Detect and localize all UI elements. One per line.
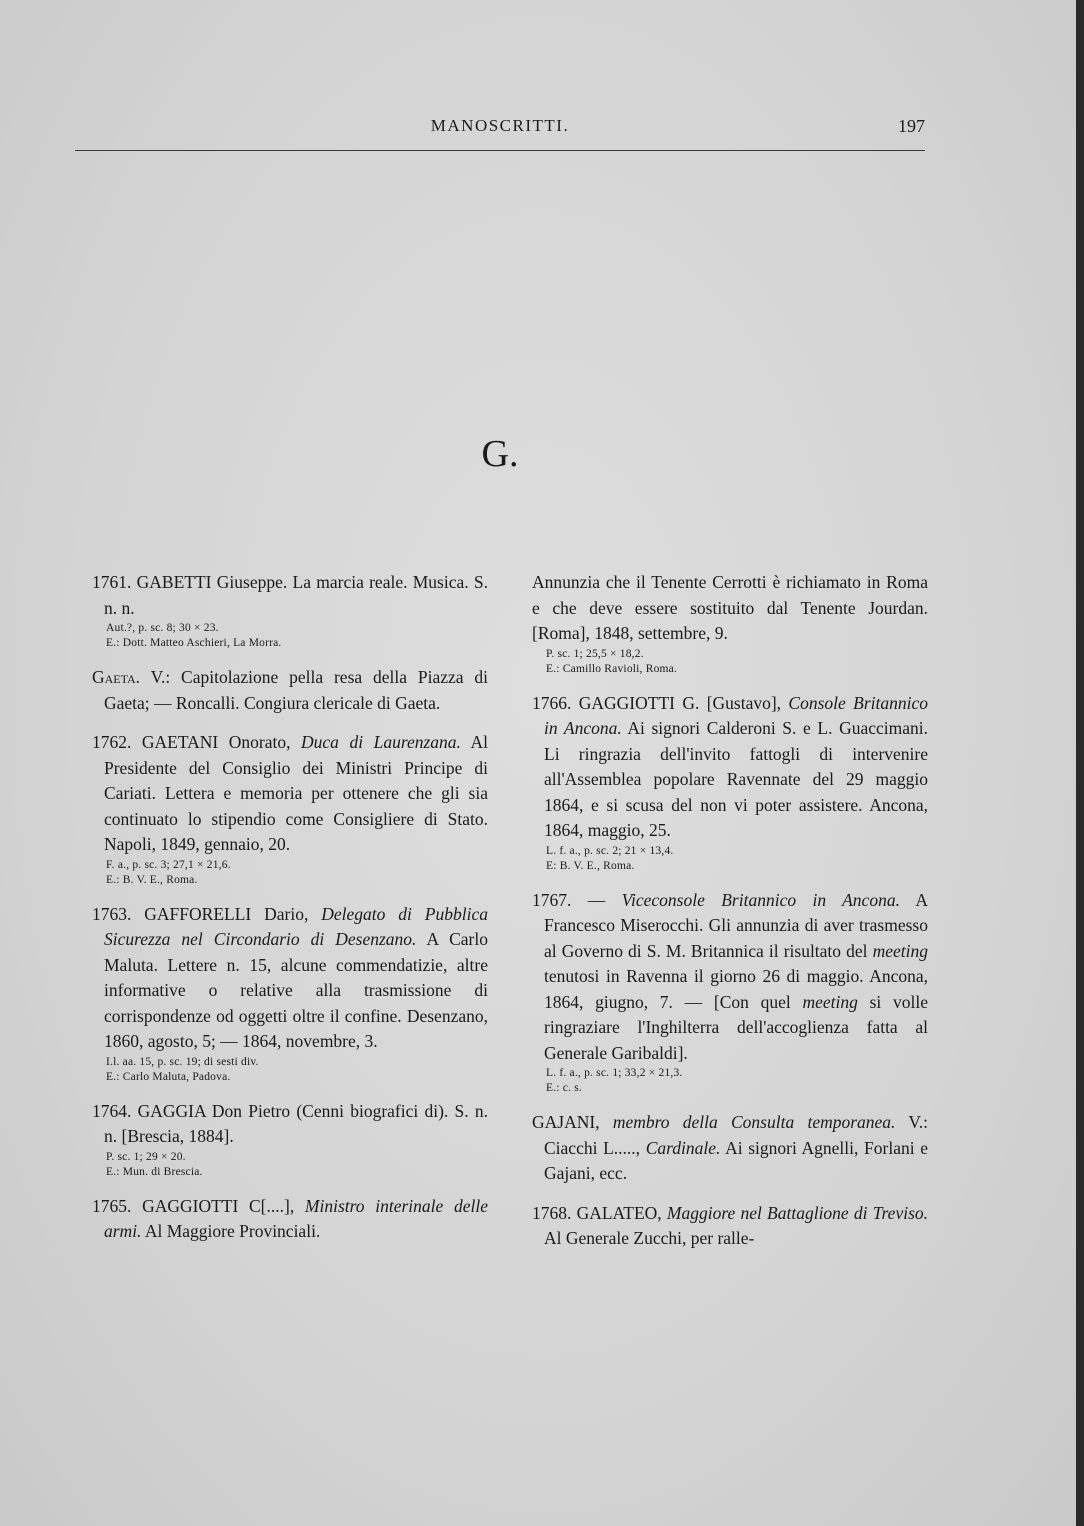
entry-number: 1763. <box>92 903 132 924</box>
entry-1764 <box>92 1099 488 1180</box>
entry-number: 1762. <box>92 732 132 752</box>
page-number: 197 <box>898 116 925 136</box>
entry-number: 1764. <box>92 1100 132 1121</box>
entry-name: GAGGIOTTI G. [Gustavo], <box>578 692 789 713</box>
entry-owner-note: E.: Carlo Maluta, Padova. <box>106 1070 231 1083</box>
entry-1768 <box>532 1201 928 1252</box>
entry-1763 <box>92 902 488 1085</box>
left-column <box>92 570 488 1259</box>
entry-text-b: tenutosi in Ravenna il giorno 26 di maggio. Ancona, 1864, giugno, 7. — [Con quel <box>544 966 928 1012</box>
entry-role: Delegato di Pubblica Sicurezza nel Circondario di Desenzano. <box>104 903 488 949</box>
entry-1765-continued <box>532 570 928 677</box>
meeting-term: meeting <box>802 991 858 1012</box>
entry-text-c: si volle ringraziare l'Inghilterra dell'accoglienza fatta al Generale Garibaldi]. <box>544 991 928 1063</box>
entry-number: 1768. <box>532 1202 572 1223</box>
entry-text: GABETTI Giuseppe. La marcia reale. Musica. S. n. n. <box>104 572 489 618</box>
entry-name: GALATEO, <box>576 1202 667 1223</box>
entry-1761 <box>92 570 488 651</box>
entry-role: Viceconsole Britannico in Ancona. <box>621 889 900 910</box>
entry-owner-note: E.: Dott. Matteo Aschieri, La Morra. <box>106 637 282 649</box>
xref-text-b: Ai signori Agnelli, Forlani e Gajani, ecc. <box>544 1137 928 1183</box>
entry-text: Al Presidente del Consiglio dei Ministri Principe di Cariati. Lettera e memoria per ottenere che gli sia continuato lo stipendio come Consigliere di Stato. Napoli, 1849, gennaio, 20. <box>104 732 488 854</box>
entry-1767 <box>532 888 928 1097</box>
entry-physical-note: Aut.?, p. sc. 8; 30 × 23. <box>106 622 219 634</box>
scan-edge <box>1076 0 1084 1526</box>
entry-role: Ministro interinale delle armi. <box>104 1195 488 1241</box>
entry-physical-note: P. sc. 1; 29 × 20. <box>106 1150 186 1163</box>
entry-physical-note: L. f. a., p. sc. 2; 21 × 13,4. <box>546 844 674 857</box>
xref-text: V.: Capitolazione pella resa della Piazza di Gaeta; — Roncalli. Congiura clericale di Gaeta. <box>104 667 488 713</box>
entry-text: A Carlo Maluta. Lettere n. 15, alcune commendatizie, altre informative o relative alla trasmissione di corrispondenze od oggetti oltre il confine. Desenzano, 1860, agosto, 5; — 1864, novembre, 3. <box>104 929 488 1051</box>
entry-number: 1766. <box>532 692 572 713</box>
cross-reference-gaeta <box>92 665 488 716</box>
running-title: MANOSCRITTI. <box>430 116 570 135</box>
entry-name: GAFFORELLI Dario, <box>144 903 322 924</box>
entry-text: Al Generale Zucchi, per ralle- <box>544 1228 755 1248</box>
entry-number: 1767. <box>532 889 572 910</box>
entry-owner-note: E.: B. V. E., Roma. <box>106 873 198 886</box>
entry-physical-note: P. sc. 1; 25,5 × 18,2. <box>546 647 644 660</box>
entry-owner-note: E.: c. s. <box>546 1082 582 1094</box>
entry-owner-note: E.: Camillo Ravioli, Roma. <box>546 662 678 675</box>
meeting-term: meeting <box>872 940 928 961</box>
entry-text: Al Maggiore Provinciali. <box>141 1221 321 1241</box>
xref-cardinale: Cardinale. <box>645 1137 721 1158</box>
xref-name: GAJANI, <box>532 1112 613 1132</box>
entry-1762 <box>92 730 488 888</box>
xref-text-a: V.: Ciacchi L....., <box>544 1112 928 1158</box>
entry-number: 1765. <box>92 1195 132 1216</box>
entry-number: 1761. <box>92 572 132 592</box>
right-column <box>532 570 928 1266</box>
entry-role: Console Britannico in Ancona. <box>544 692 928 738</box>
header-rule <box>75 150 925 151</box>
xref-role: membro della Consulta temporanea. <box>612 1112 896 1132</box>
entry-name: GAGGIOTTI C[....], <box>142 1195 305 1216</box>
entry-physical-note: F. a., p. sc. 3; 27,1 × 21,6. <box>106 858 231 871</box>
xref-lead: Gaeta. <box>92 667 141 687</box>
entry-physical-note: I.l. aa. 15, p. sc. 19; di sesti div. <box>106 1055 259 1068</box>
entry-text: GAGGIA Don Pietro (Cenni biografici di). S. n. n. [Brescia, 1884]. <box>104 1100 489 1146</box>
entry-1765 <box>92 1194 488 1245</box>
section-letter: G. <box>481 433 519 475</box>
cross-reference-gajani <box>532 1110 928 1187</box>
entry-physical-note: L. f. a., p. sc. 1; 33,2 × 21,3. <box>546 1067 683 1079</box>
entry-owner-note: E: B. V. E., Roma. <box>546 859 635 872</box>
entry-owner-note: E.: Mun. di Brescia. <box>106 1165 203 1178</box>
entry-role: Duca di Laurenzana. <box>301 732 461 752</box>
entry-text: Ai signori Calderoni S. e L. Guaccimani. Li ringrazia dell'invito fattogli di intervenire all'Assemblea popolare Ravennate del 29 maggio 1864, e si scusa del non vi poter assistere. Ancona, 1864, maggio, 25. <box>544 718 928 840</box>
entry-1766 <box>532 691 928 874</box>
entry-text: Annunzia che il Tenente Cerrotti è richiamato in Roma e che deve essere sostituito dal Tenente Jourdan. [Roma], 1848, settembre, 9. <box>532 572 928 643</box>
entry-name: GAETANI Onorato, <box>141 732 302 752</box>
entry-text-a: A Francesco Miserocchi. Gli annunzia di aver trasmesso al Governo di S. M. Britannica il risultato del <box>544 889 928 961</box>
entry-dash: — <box>587 889 622 910</box>
page-header <box>75 116 925 150</box>
entry-role: Maggiore nel Battaglione di Treviso. <box>666 1202 929 1223</box>
